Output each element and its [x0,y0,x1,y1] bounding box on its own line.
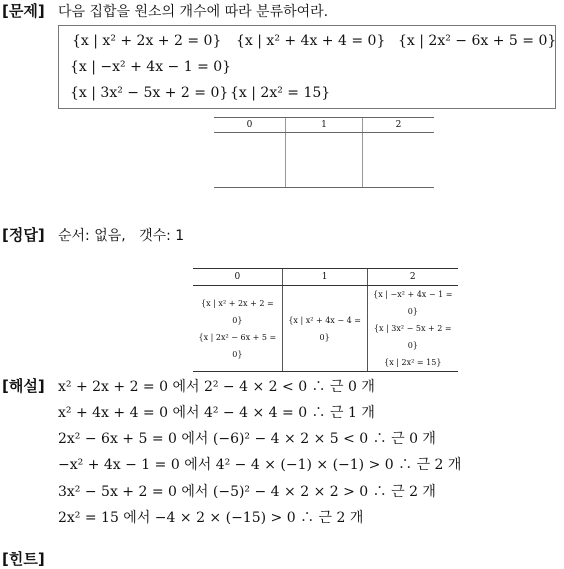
set-item: {x | x² + 4x + 4 = 0} [236,33,386,49]
explanation-line: 2x² = 15 에서 −4 × 2 × (−15) > 0 ∴ 근 2 개 [58,510,364,526]
explanation-line: −x² + 4x − 1 = 0 에서 4² − 4 × (−1) × (−1) > 0 ∴ 근 2 개 [58,457,462,473]
cell-set: {x | x² + 4x − 4 = 0} [288,315,361,342]
table-header: 1 [282,269,367,286]
answer-text: 순서: 없음, 갯수: 1 [58,228,185,244]
set-item: {x | 2x² = 15} [230,85,331,101]
cell-set: {x | −x² + 4x − 1 = 0} [373,290,453,316]
table-header: 0 [193,269,282,286]
explanation-tag: [해설] [2,377,45,395]
cell-set: {x | 3x² − 5x + 2 = 0} [373,324,452,350]
set-item: {x | 2x² − 6x + 5 = 0} [398,33,557,49]
answer-classification-table [193,268,458,372]
problem-question: 다음 집합을 원소의 개수에 따라 분류하여라. [58,4,329,20]
explanation-line: 2x² − 6x + 5 = 0 에서 (−6)² − 4 × 2 × 5 < 0 ∴ 근 0 개 [58,431,436,447]
cell-set: {x | 2x² − 6x + 5 = 0} [198,332,277,359]
cell-set: {x | 2x² = 15} [384,358,442,367]
cell-set: {x | x² + 2x + 2 = 0} [201,298,274,325]
table-header: 1 [285,118,362,133]
table-cell [282,286,367,372]
hint-tag: [힌트] [2,550,45,568]
explanation-line: x² + 2x + 2 = 0 에서 2² − 4 × 2 < 0 ∴ 근 0 개 [58,379,375,395]
set-item: {x | 3x² − 5x + 2 = 0} [70,85,229,101]
table-cell [363,133,434,188]
empty-classification-table [214,117,434,188]
table-cell [193,286,282,372]
table-cell [285,133,362,188]
explanation-line: 3x² − 5x + 2 = 0 에서 (−5)² − 4 × 2 × 2 > 0 ∴ 근 2 개 [58,484,436,500]
table-cell [214,133,285,188]
table-header: 0 [214,118,285,133]
explanation-line: x² + 4x + 4 = 0 에서 4² − 4 × 4 = 0 ∴ 근 1 개 [58,405,375,421]
set-item: {x | −x² + 4x − 1 = 0} [70,59,232,75]
table-header: 2 [367,269,458,286]
set-item: {x | x² + 2x + 2 = 0} [72,33,222,49]
table-cell [367,286,458,372]
answer-tag: [정답] [2,226,45,244]
table-header: 2 [363,118,434,133]
problem-tag: [문제] [2,2,45,20]
